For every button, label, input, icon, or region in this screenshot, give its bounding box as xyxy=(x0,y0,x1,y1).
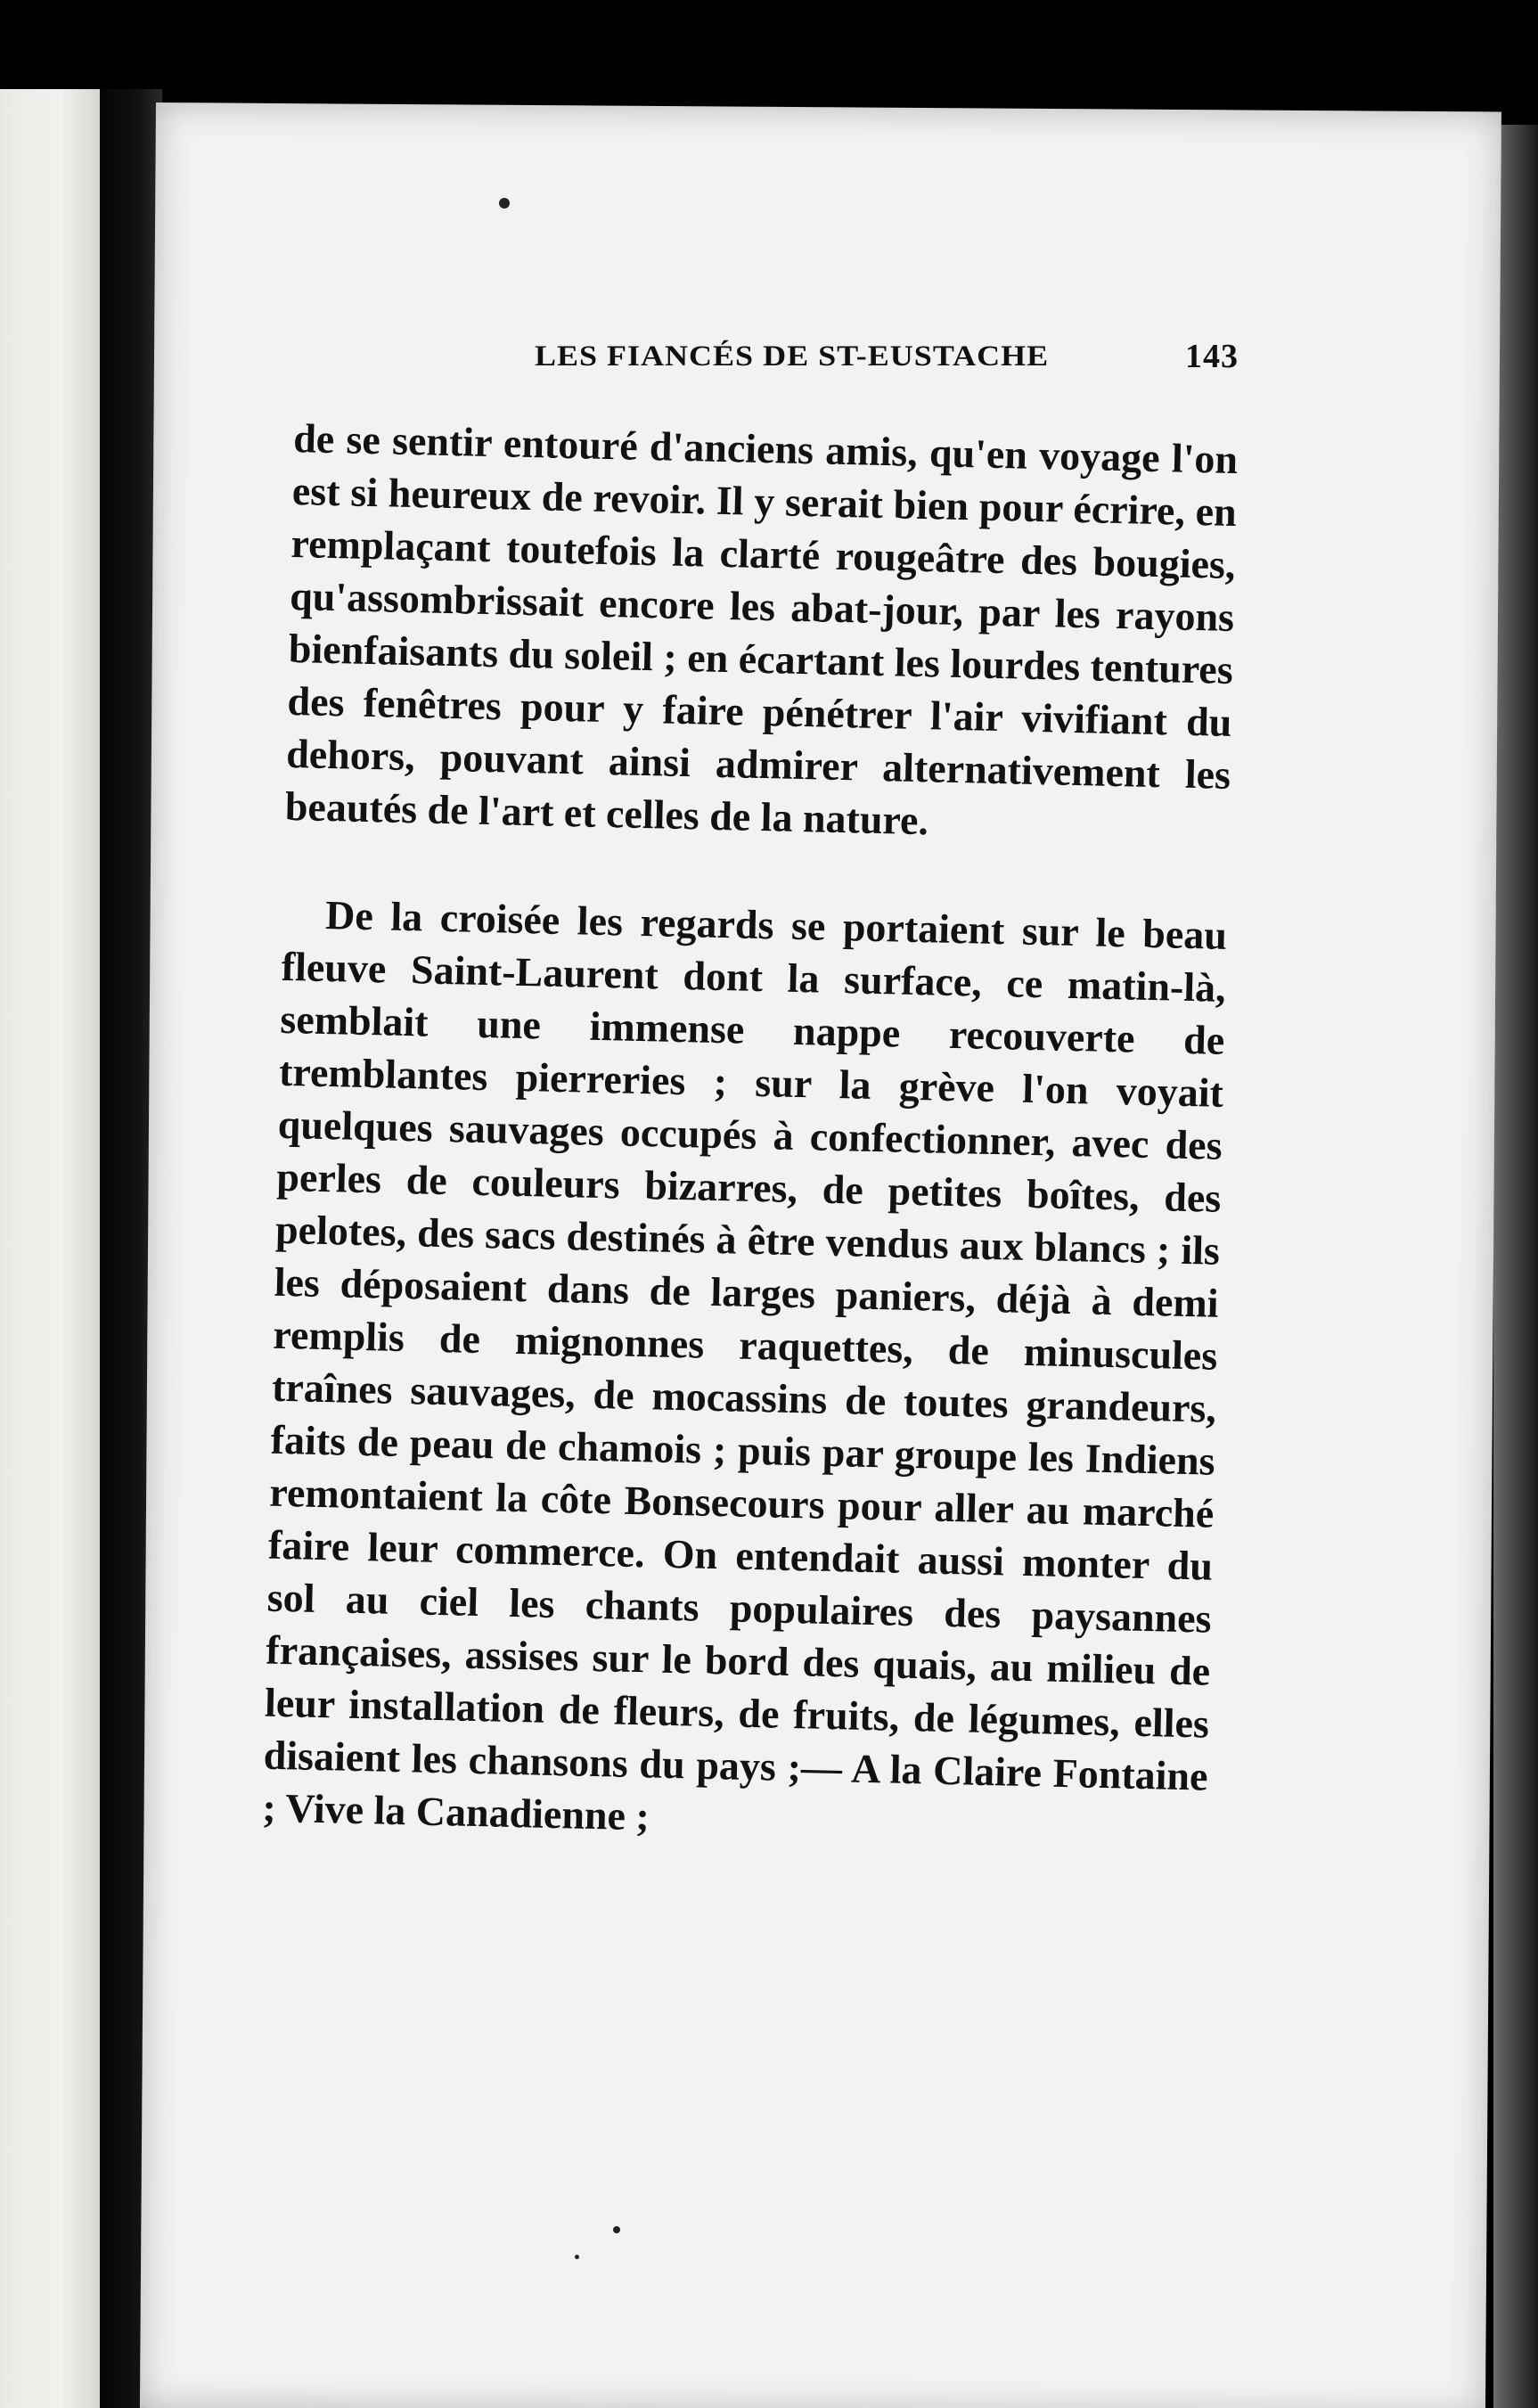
running-title: LES FIANCÉS DE ST-EUSTACHE xyxy=(535,340,1050,372)
paragraph: De la croisée les regards se portaient sur le beau fleuve Saint-Laurent dont la surface, ce matin-là, semblait une immense nappe recouverte de tremblantes pierreries ; sur la grève l'on voyait quelques sauvages occupés à confectionner, avec des perles de couleurs bizarres, de petites boîtes, des pelotes, des sacs destinés à être vendus aux blancs ; ils les déposaient dans de larges paniers, déjà à demi remplis de mignonnes raquettes, de minuscules traînes sauvages, de mocassins de toutes grandeurs, faits de peau de chamois ; puis par groupe les Indiens remontaient la côte Bonsecours pour aller au marché faire leur commerce. On entendait aussi monter du sol au ciel les chants populaires des paysannes françaises, assises sur le bord des quais, au milieu de leur installation de fleurs, de fruits, de légumes, elles disaient les chansons du pays ;— A la Claire Fontaine ; Vive la Canadienne ; xyxy=(261,891,1228,1839)
paragraph: de se sentir entouré d'anciens amis, qu'en voyage l'on est si heureux de revoir. Il y serait bien pour écrire, en remplaçant toutefois la clarté rougeâtre des bougies, qu'assombrissait encore les abat-jour, par les rayons bienfaisants du soleil ; en écartant les lourdes tentures des fenêtres pour y faire pénétrer l'air vivifiant du dehors, pouvant ainsi admirer alternativement les beautés de l'art et celles de la nature. xyxy=(284,414,1239,844)
dust-speck xyxy=(613,2226,620,2233)
facing-page-edge xyxy=(0,89,100,2408)
dust-speck xyxy=(499,198,510,209)
dust-speck xyxy=(575,2255,579,2259)
page-number: 143 xyxy=(1185,338,1239,375)
body-text xyxy=(262,412,1239,1855)
page-stack-edge xyxy=(1493,125,1538,2408)
